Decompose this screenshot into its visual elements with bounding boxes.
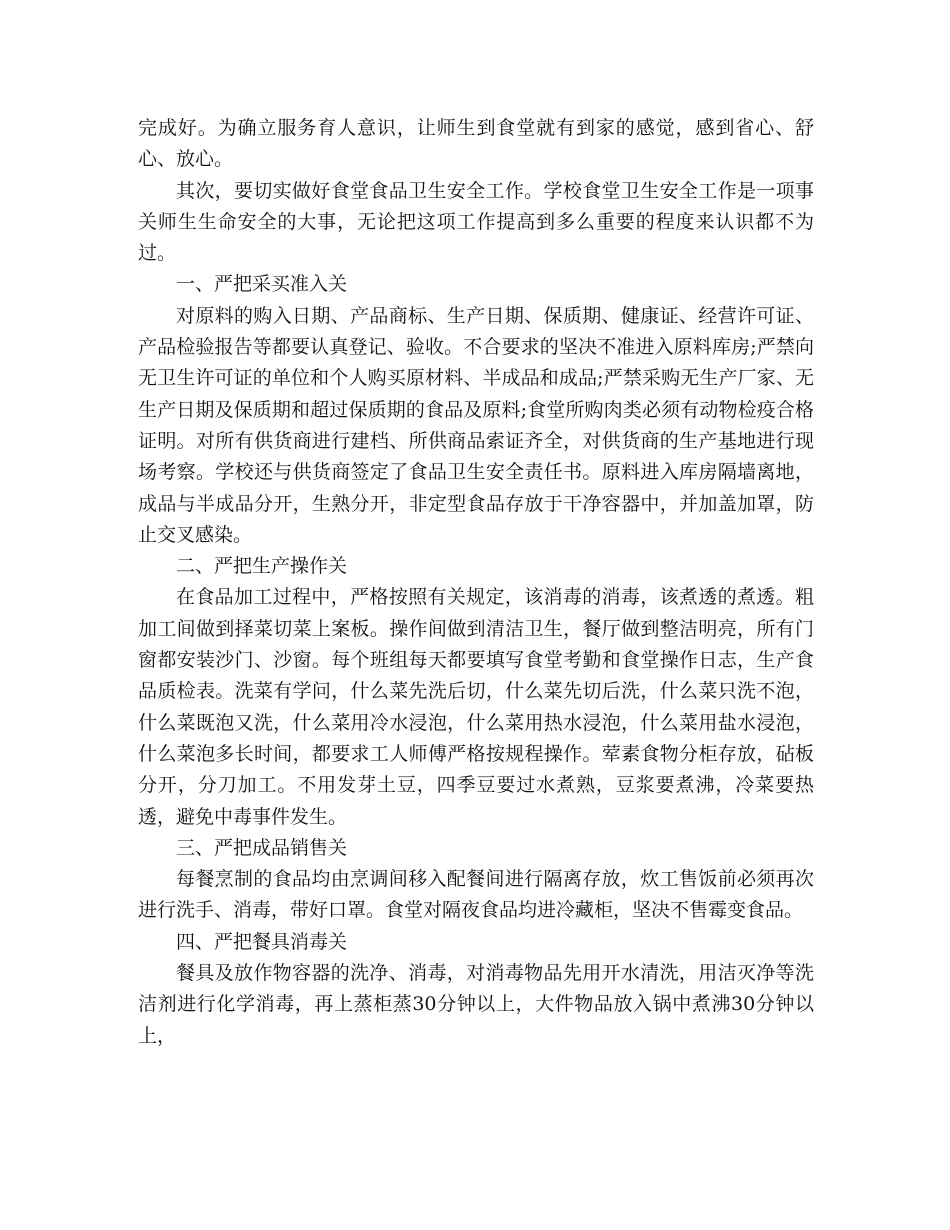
paragraph-tableware: 餐具及放作物容器的洗净、消毒，对消毒物品先用开水清洗，用洁灭净等洗洁剂进行化学消毒，再上蒸柜蒸30分钟以上，大件物品放入锅中煮沸30分钟以上， bbox=[138, 962, 814, 1047]
section-heading-purchasing: 一、严把采买准入关 bbox=[176, 273, 348, 296]
paragraph-production: 在食品加工过程中，严格按照有关规定，该消毒的消毒，该煮透的煮透。粗加工间做到择菜切菜上案板。操作间做到清洁卫生，餐厅做到整洁明亮，所有门窗都安装沙门、沙窗。每个班组每天都要填写食堂考勤和食堂操作日志，生产食品质检表。洗菜有学问，什么菜先洗后切，什么菜先切后洗，什么菜只洗不泡，什么菜既泡又洗，什么菜用冷水浸泡，什么菜用热水浸泡，什么菜用盐水浸泡，什么菜泡多长时间，都要求工人师傅严格按规程操作。荤素食物分柜存放，砧板分开，分刀加工。不用发芽土豆，四季豆要过水煮熟，豆浆要煮沸，冷菜要热透，避免中毒事件发生。 bbox=[138, 586, 814, 828]
document-page bbox=[138, 113, 814, 1052]
section-heading-production: 二、严把生产操作关 bbox=[176, 555, 348, 578]
paragraph-sales: 每餐烹制的食品均由烹调间移入配餐间进行隔离存放，炊工售饭前必须再次进行洗手、消毒，带好口罩。食堂对隔夜食品均进冷藏柜，坚决不售霉变食品。 bbox=[138, 868, 814, 922]
section-heading-sales: 三、严把成品销售关 bbox=[176, 836, 348, 859]
paragraph-food-safety-intro: 其次，要切实做好食堂食品卫生安全工作。学校食堂卫生安全工作是一项事关师生生命安全的大事，无论把这项工作提高到多么重要的程度来认识都不为过。 bbox=[138, 179, 814, 265]
section-heading-tableware: 四、严把餐具消毒关 bbox=[176, 930, 348, 953]
paragraph-continuation: 完成好。为确立服务育人意识，让师生到食堂就有到家的感觉，感到省心、舒心、放心。 bbox=[138, 117, 814, 171]
paragraph-purchasing: 对原料的购入日期、产品商标、生产日期、保质期、健康证、经营许可证、产品检验报告等都要认真登记、验收。不合要求的坚决不准进入原料库房;严禁向无卫生许可证的单位和个人购买原材料、半成品和成品;严禁采购无生产厂家、无生产日期及保质期和超过保质期的食品及原料;食堂所购肉类必须有动物检疫合格证明。对所有供货商进行建档、所供商品索证齐全，对供货商的生产基地进行现场考察。学校还与供货商签定了食品卫生安全责任书。原料进入库房隔墙离地，成品与半成品分开，生熟分开，非定型食品存放于干净容器中，并加盖加罩，防止交叉感染。 bbox=[138, 304, 814, 546]
